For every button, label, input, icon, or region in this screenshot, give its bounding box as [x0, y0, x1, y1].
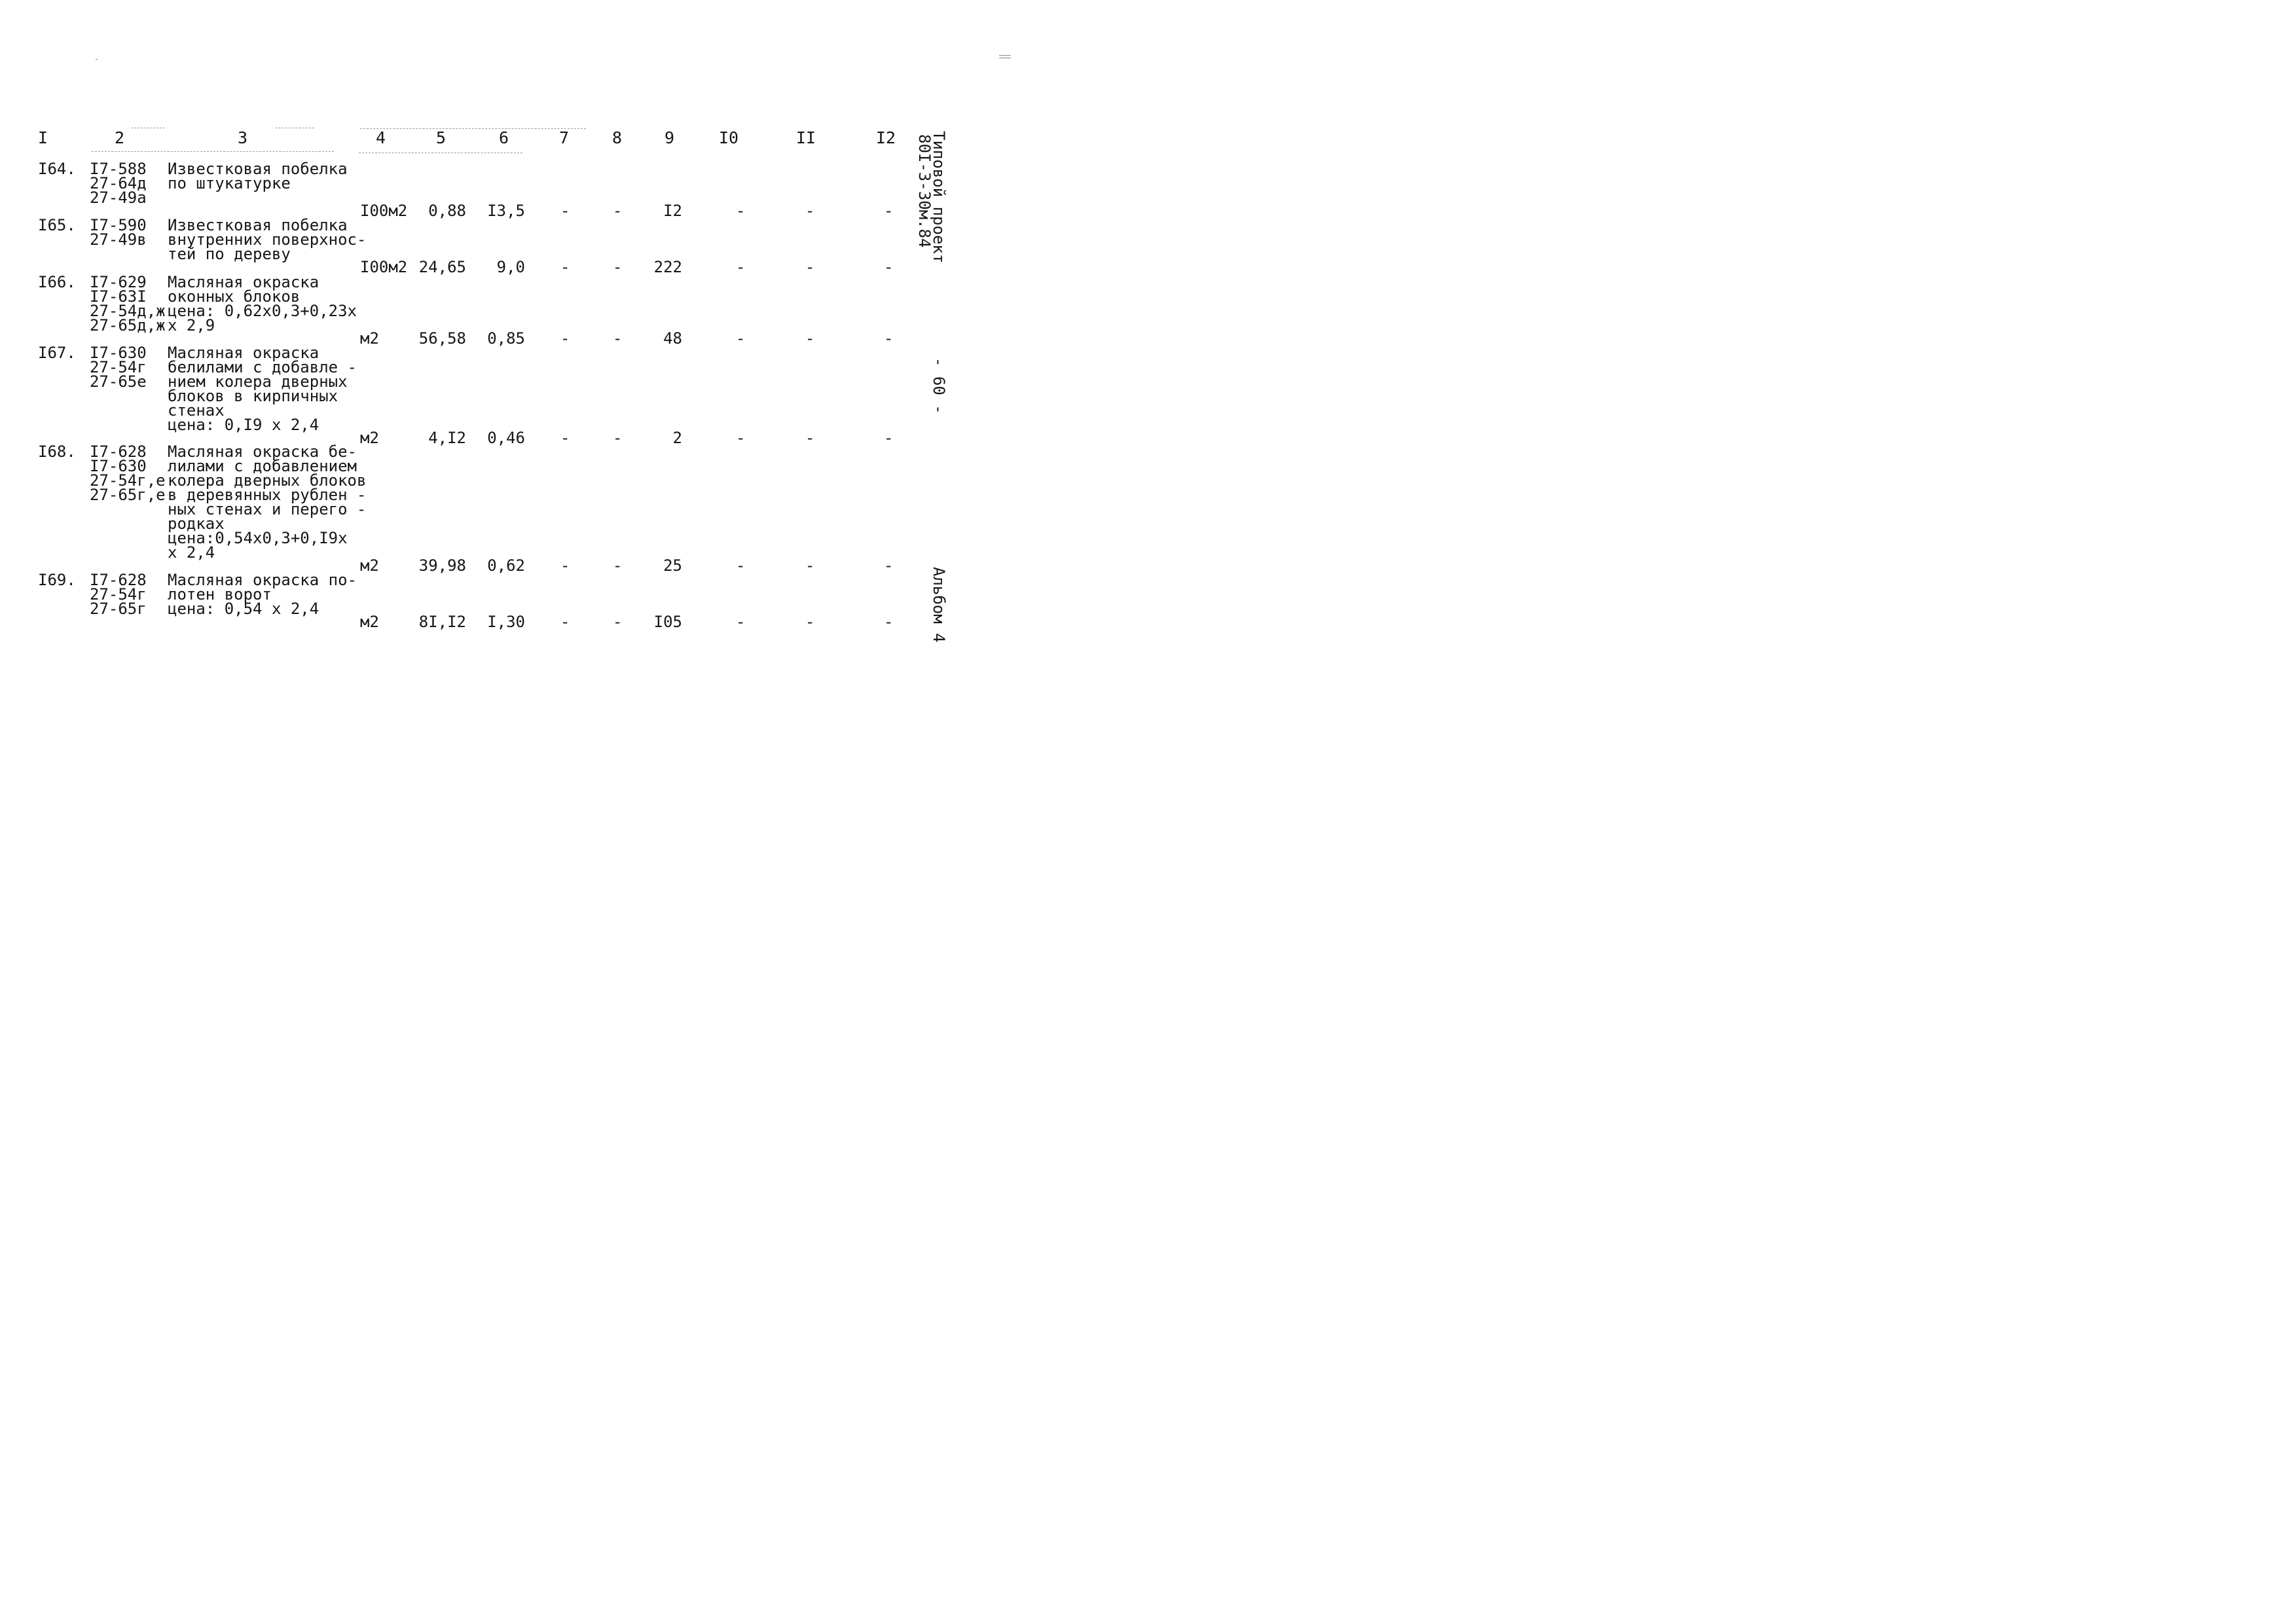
work-description: Масляная окраска	[168, 344, 319, 362]
col10-cell: -	[736, 258, 746, 276]
header-col-12: I2	[876, 128, 896, 147]
norm-code: 27-54г	[90, 358, 147, 376]
col7-cell: -	[560, 202, 570, 220]
header-col-1: I	[38, 128, 48, 147]
col8-cell: -	[613, 202, 623, 220]
price-cell: 0,46	[487, 429, 525, 447]
col8-cell: -	[613, 329, 623, 348]
col8-cell: -	[613, 258, 623, 276]
norm-code: 27-49в	[90, 230, 147, 249]
col11-cell: -	[805, 556, 815, 575]
norm-code: 27-65г,е	[90, 486, 166, 504]
col8-cell: -	[613, 429, 623, 447]
col9-cell: 48	[663, 329, 682, 348]
header-col-2: 2	[115, 128, 125, 147]
work-description: оконных блоков	[168, 287, 301, 306]
unit-cell: м2	[360, 613, 379, 631]
row-number: I67.	[38, 344, 76, 362]
col8-cell: -	[613, 613, 623, 631]
col11-cell: -	[805, 429, 815, 447]
col7-cell: -	[560, 258, 570, 276]
col7-cell: -	[560, 429, 570, 447]
work-description: Известковая побелка	[168, 160, 348, 178]
quantity-cell: 39,98	[418, 556, 466, 575]
price-cell: 0,62	[487, 556, 525, 575]
col9-cell: I2	[663, 202, 682, 220]
work-description: х 2,4	[168, 543, 215, 562]
norm-code: 27-65г	[90, 600, 147, 618]
quantity-cell: 56,58	[418, 329, 466, 348]
work-description: белилами с добавле -	[168, 358, 357, 376]
col7-cell: -	[560, 613, 570, 631]
col12-cell: -	[884, 613, 894, 631]
col12-cell: -	[884, 429, 894, 447]
work-description: стенах	[168, 401, 225, 420]
work-description: х 2,9	[168, 316, 215, 334]
col10-cell: -	[736, 329, 746, 348]
col11-cell: -	[805, 202, 815, 220]
unit-cell: I00м2	[360, 202, 408, 220]
price-cell: I,30	[487, 613, 525, 631]
work-description: внутренних поверхнос-	[168, 230, 367, 249]
work-description: Известковая побелка	[168, 216, 348, 234]
col7-cell: -	[560, 329, 570, 348]
work-description: Масляная окраска бе-	[168, 442, 357, 461]
album-label: Альбом 4	[930, 567, 948, 643]
header-col-8: 8	[612, 128, 623, 147]
norm-code: 27-65е	[90, 372, 147, 391]
price-cell: 9,0	[496, 258, 525, 276]
work-description: колера дверных блоков	[168, 471, 367, 490]
col12-cell: -	[884, 258, 894, 276]
header-col-3: 3	[238, 128, 248, 147]
work-description: в деревянных рублен -	[168, 486, 367, 504]
header-col-9: 9	[665, 128, 675, 147]
row-number: I68.	[38, 442, 76, 461]
col9-cell: 2	[672, 429, 682, 447]
norm-code: I7-588	[90, 160, 147, 178]
unit-cell: м2	[360, 329, 379, 348]
work-description: лотен ворот	[168, 585, 272, 604]
price-cell: I3,5	[487, 202, 525, 220]
quantity-cell: 24,65	[418, 258, 466, 276]
work-description: ных стенах и перего -	[168, 500, 367, 518]
col11-cell: -	[805, 258, 815, 276]
norm-code: 27-64д	[90, 174, 147, 192]
col11-cell: -	[805, 613, 815, 631]
row-number: I65.	[38, 216, 76, 234]
work-description: нием колера дверных	[168, 372, 348, 391]
col9-cell: I05	[653, 613, 682, 631]
col10-cell: -	[736, 556, 746, 575]
work-description: лилами с добавлением	[168, 457, 357, 475]
header-rule	[360, 128, 586, 129]
norm-code: 27-49а	[90, 189, 147, 207]
work-description: тей по дереву	[168, 245, 291, 263]
header-col-7: 7	[559, 128, 570, 147]
header-col-11: II	[796, 128, 816, 147]
price-cell: 0,85	[487, 329, 525, 348]
quantity-cell: 8I,I2	[418, 613, 466, 631]
col9-cell: 222	[653, 258, 682, 276]
work-description: родках	[168, 514, 225, 533]
work-description: цена:0,54х0,3+0,I9х	[168, 529, 348, 547]
scan-mark	[96, 59, 98, 60]
project-code: 80I-3-30м.84	[915, 134, 934, 248]
header-rule	[92, 151, 334, 152]
work-description: цена: 0,54 х 2,4	[168, 600, 319, 618]
norm-code: I7-630	[90, 457, 147, 475]
work-description: Масляная окраска	[168, 273, 319, 291]
scan-mark	[999, 55, 1011, 56]
col7-cell: -	[560, 556, 570, 575]
col10-cell: -	[736, 202, 746, 220]
norm-code: I7-629	[90, 273, 147, 291]
work-description: цена: 0,62х0,3+0,23х	[168, 302, 357, 320]
document-page	[0, 0, 1022, 723]
work-description: по штукатурке	[168, 174, 291, 192]
norm-code: 27-54д,ж	[90, 302, 166, 320]
header-col-5: 5	[436, 128, 446, 147]
norm-code: 27-65д,ж	[90, 316, 166, 334]
col9-cell: 25	[663, 556, 682, 575]
work-description: цена: 0,I9 х 2,4	[168, 416, 319, 434]
norm-code: I7-63I	[90, 287, 147, 306]
row-number: I64.	[38, 160, 76, 178]
norm-code: 27-54г	[90, 585, 147, 604]
col8-cell: -	[613, 556, 623, 575]
norm-code: 27-54г,е	[90, 471, 166, 490]
page-number: - 60 -	[930, 357, 948, 414]
row-number: I69.	[38, 571, 76, 589]
work-description: Масляная окраска по-	[168, 571, 357, 589]
unit-cell: м2	[360, 429, 379, 447]
col10-cell: -	[736, 613, 746, 631]
col10-cell: -	[736, 429, 746, 447]
header-col-6: 6	[499, 128, 509, 147]
col11-cell: -	[805, 329, 815, 348]
quantity-cell: 0,88	[428, 202, 466, 220]
project-title: Типовой проект	[930, 131, 948, 264]
unit-cell: м2	[360, 556, 379, 575]
work-description: блоков в кирпичных	[168, 387, 338, 405]
header-col-10: I0	[719, 128, 739, 147]
col12-cell: -	[884, 329, 894, 348]
norm-code: I7-590	[90, 216, 147, 234]
norm-code: I7-630	[90, 344, 147, 362]
unit-cell: I00м2	[360, 258, 408, 276]
row-number: I66.	[38, 273, 76, 291]
header-col-4: 4	[376, 128, 386, 147]
norm-code: I7-628	[90, 571, 147, 589]
col12-cell: -	[884, 556, 894, 575]
quantity-cell: 4,I2	[428, 429, 466, 447]
norm-code: I7-628	[90, 442, 147, 461]
col12-cell: -	[884, 202, 894, 220]
